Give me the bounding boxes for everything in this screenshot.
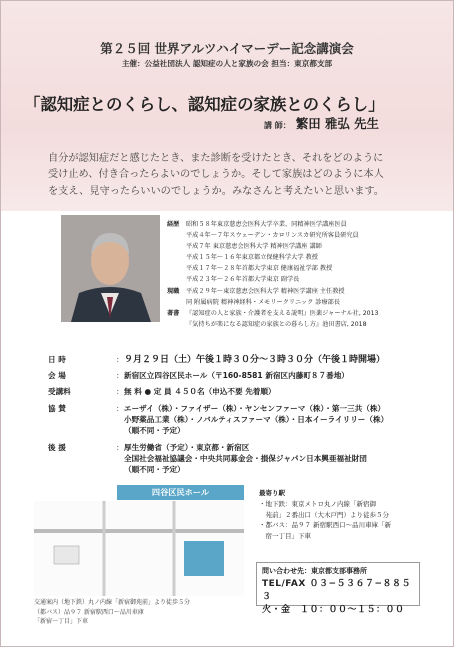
info-row: 日 時 ： ９月２９日（土）午後１時３０分〜３時３０分（午後１時開場） xyxy=(48,355,386,365)
info-row: 小野薬品工業（株）・ノバルティスファーマ（株）・日本イーライリリー（株） xyxy=(124,415,389,424)
info-row: 後 援 ： 厚生労働省（予定）・東京都・新宿区 xyxy=(48,443,250,452)
info-row: （順不同・予定） xyxy=(124,426,185,435)
speaker-label: 講 師： xyxy=(264,121,291,130)
career-row: 平成７年 東京慈恵会医科大学 精神医学講座 講師 xyxy=(186,243,322,251)
career-row: 著書 『認知症の人と家族・介護者を支える説明』医薬ジャーナル社, 2013 xyxy=(167,309,379,317)
intro-line: 自分が認知症だと感じたとき、また診断を受けたとき、それをどのように xyxy=(48,153,384,164)
contact-title: 問い合わせ先：東京都支部事務所 xyxy=(262,567,367,575)
map-access: 交通案内（地下鉄）丸ノ内線「新宿御苑前」より徒歩５分 （都バス）品９７ 新宿駅西口〜品川車庫 「新宿一丁目」下車 xyxy=(34,599,191,625)
info-row: 会 場 ： 新宿区立四谷区民ホール（〒160-8581 新宿区内藤町８７番地） xyxy=(48,371,349,380)
career-row: 現職 平成２９年〜東京慈恵会医科大学 精神医学講座 主任教授 xyxy=(167,287,345,295)
lecture-title: 「認知症とのくらし、認知症の家族とのくらし」 xyxy=(24,95,385,114)
contact-hours: 火・金 １０：００〜１５：００ xyxy=(262,605,405,615)
career-row: 平成４年〜７年スウェーデン・カロリンスカ研究所客員研究員 xyxy=(186,232,359,240)
career-row: 同 附属病院 精神神経科・メモリークリニック 診療部長 xyxy=(186,298,341,306)
intro xyxy=(48,151,438,200)
career-row: 平成１７年〜２８年首都大学東京 健康福祉学部 教授 xyxy=(186,265,333,273)
intro-line: 受け止め、付き合ったらよいのでしょうか。そして家族はどのように本人 xyxy=(48,169,384,181)
career xyxy=(167,219,379,330)
career-row: 平成１５年〜１６年東京都立保健科学大学 教授 xyxy=(186,254,318,262)
speaker-photo xyxy=(61,215,160,322)
speaker-name: 繁田 雅弘 先生 xyxy=(295,116,379,131)
event-info xyxy=(48,352,388,475)
event-title: 第２５回 世界アルツハイマーデー記念講演会 xyxy=(100,41,354,56)
organizers: 主催：公益社団法人 認知症の人と家族の会 担当：東京都支部 xyxy=(121,59,333,68)
contact-box xyxy=(256,562,420,615)
career-row: 『気持ちが楽になる認知症の家族との暮らし方』池田書店, 2018 xyxy=(186,320,367,328)
speaker xyxy=(264,113,379,132)
info-row: （順不同・予定） xyxy=(124,465,185,474)
venue-map xyxy=(34,485,244,635)
nearest-station: 最寄り駅 ・地下鉄：東京メトロ丸ノ内線「新宿御 苑前」２番出口（大木戸門）より徒歩５分 ・都バス：品９７ 新宿駅西口〜品川車庫「新 宿一丁目」下車 xyxy=(259,489,392,541)
career-row: 経歴 昭和５８年東京慈恵会医科大学卒業、同精神医学講座医員 xyxy=(167,221,347,228)
info-row: 受講料 ： 無 料 ● 定 員 ４５０名（申込不要 先着順） xyxy=(48,387,276,396)
info-row: 全国社会福祉協議会・中央共同募金会・損保ジャパン日本興亜福祉財団 xyxy=(124,454,367,463)
contact-tel: TEL/FAX ０３−５３６７−８８５３ xyxy=(262,579,412,602)
map-title: 四谷区民ホール xyxy=(117,485,244,500)
career-row: 平成２３年〜２６年首都大学東京 副学長 xyxy=(186,276,300,284)
info-row: 協 賛 ： エーザイ（株）・ファイザー（株）・ヤンセンファーマ（株）・第一三共（株） xyxy=(48,404,386,413)
intro-line: を支え、見守ったらいいのでしょうか。みなさんと考えたいと思います。 xyxy=(48,185,384,197)
